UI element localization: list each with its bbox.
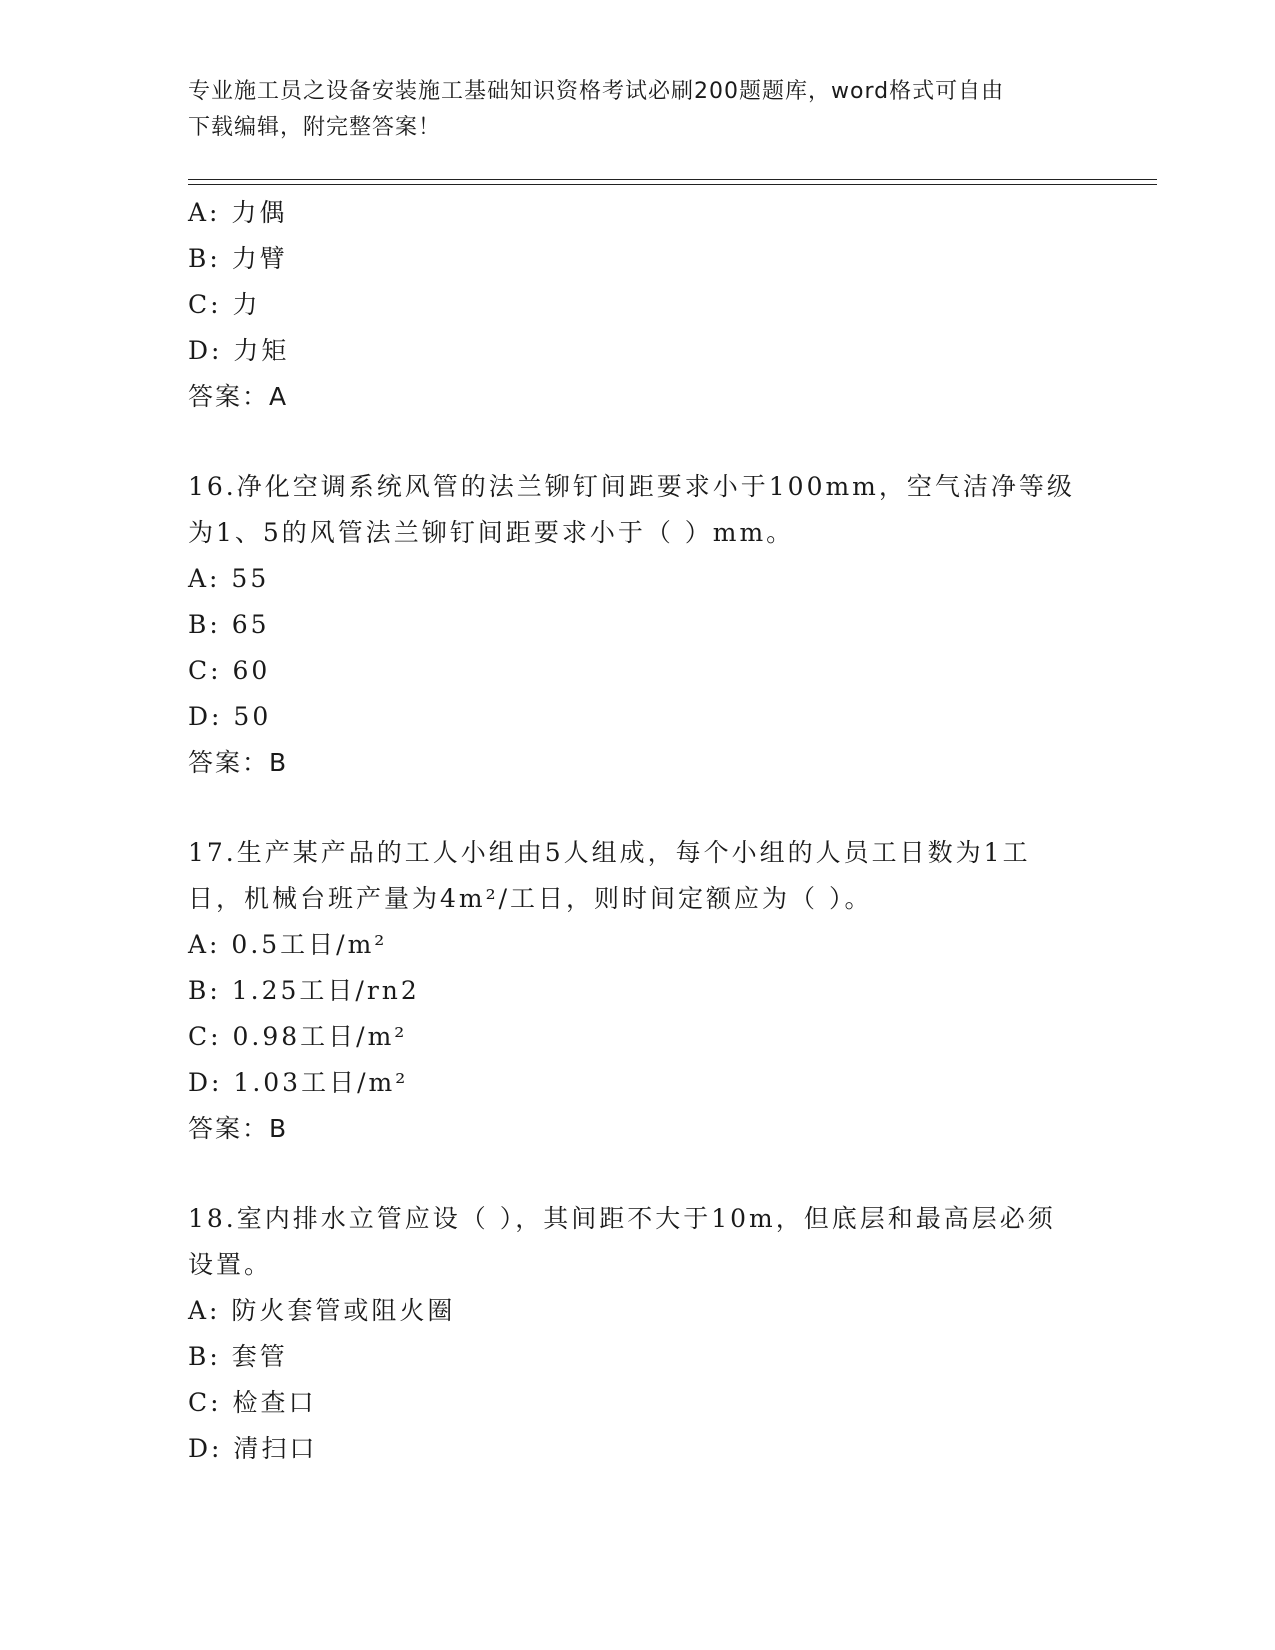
question-text-line-1: 17.生产某产品的工人小组由5人组成，每个小组的人员工日数为1工 [188, 838, 1031, 867]
question-text-line-1: 16.净化空调系统风管的法兰铆钉间距要求小于100mm，空气洁净等级 [188, 472, 1075, 501]
option-c: C: 60 [188, 656, 271, 685]
answer-line: 答案：B [188, 1114, 289, 1143]
option-d: D: 清扫口 [188, 1434, 318, 1463]
header-title-line-2: 下载编辑，附完整答案！ [188, 115, 442, 140]
question-text-line-1: 18.室内排水立管应设（ ），其间距不大于10m，但底层和最高层必须 [188, 1204, 1056, 1233]
question-list [188, 190, 1088, 1472]
answer-line: 答案：B [188, 748, 289, 777]
option-b: B: 1.25工日/rn2 [188, 976, 420, 1005]
option-a: A: 0.5工日/m² [188, 930, 388, 959]
option-c: C: 力 [188, 290, 261, 319]
question-15 [188, 190, 1088, 420]
answer-line: 答案：A [188, 382, 289, 411]
option-a: A: 55 [188, 564, 270, 593]
spacer [188, 1152, 1088, 1196]
option-d: D: 1.03工日/m² [188, 1068, 409, 1097]
option-a: A: 防火套管或阻火圈 [188, 1296, 456, 1325]
question-17 [188, 830, 1088, 1152]
question-text-line-2: 设置。 [188, 1250, 273, 1279]
option-d: D: 50 [188, 702, 272, 731]
option-d: D: 力矩 [188, 336, 290, 365]
spacer [188, 420, 1088, 464]
option-b: B: 力臂 [188, 244, 288, 273]
option-a: A: 力偶 [188, 198, 288, 227]
question-text-line-2: 日，机械台班产量为4m²/工日，则时间定额应为（ ）。 [188, 884, 873, 913]
header-title-line-1: 专业施工员之设备安装施工基础知识资格考试必刷200题题库，word格式可自由 [188, 79, 1005, 104]
question-18 [188, 1196, 1088, 1472]
option-b: B: 65 [188, 610, 270, 639]
option-c: C: 检查口 [188, 1388, 317, 1417]
header-divider-bottom [188, 184, 1157, 185]
question-text-line-2: 为1、5的风管法兰铆钉间距要求小于（ ）mm。 [188, 518, 795, 547]
question-16 [188, 464, 1088, 786]
option-c: C: 0.98工日/m² [188, 1022, 408, 1051]
document-header [188, 74, 1088, 146]
option-b: B: 套管 [188, 1342, 288, 1371]
header-divider-top [188, 179, 1157, 180]
spacer [188, 786, 1088, 830]
